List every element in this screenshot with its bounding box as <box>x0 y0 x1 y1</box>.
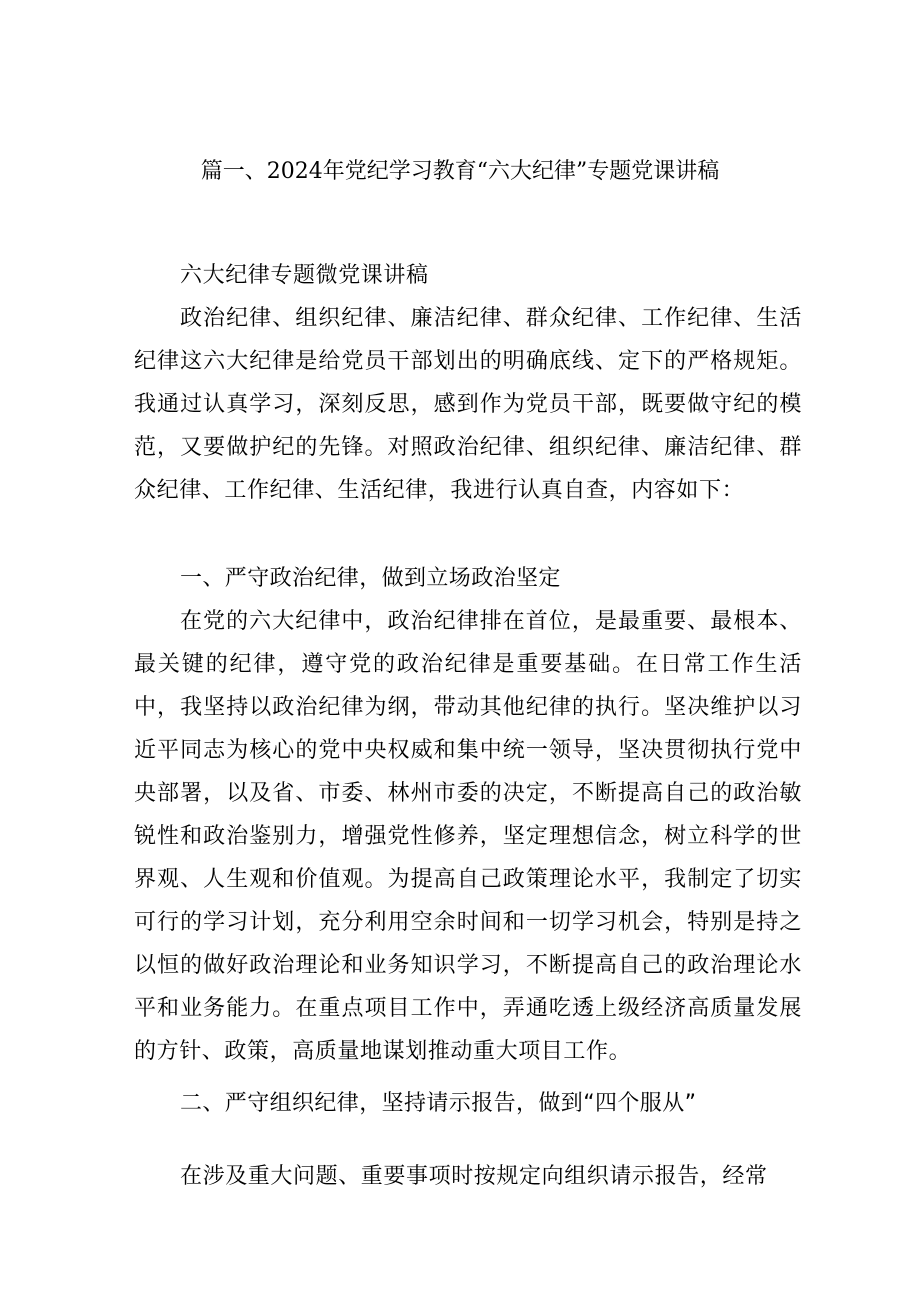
document-title: 篇一、2024年党纪学习教育“六大纪律”专题党课讲稿 <box>200 159 720 184</box>
paragraph-organizational-discipline: 在涉及重大问题、重要事项时按规定向组织请示报告，经常 <box>180 1164 768 1189</box>
section-heading-political-discipline: 一、严守政治纪律，做到立场政治坚定 <box>180 566 561 591</box>
paragraph-intro: 政治纪律、组织纪律、廉洁纪律、群众纪律、工作纪律、生活纪律这六大纪律是给党员干部划出的明确底线、定下的严格规矩。我通过认真学习，深刻反思，感到作为党员干部，既要做守纪的模范，又要做护纪的先锋。对照政治纪律、组织纪律、廉洁纪律、群众纪律、工作纪律、生活纪律，我进行认真自查，内容如下： <box>134 306 802 503</box>
section-heading-organizational-discipline: 二、严守组织纪律，坚持请示报告，做到“四个服从” <box>180 1091 697 1116</box>
document-subtitle: 六大纪律专题微党课讲稿 <box>180 263 429 288</box>
paragraph-political-discipline: 在党的六大纪律中，政治纪律排在首位，是最重要、最根本、最关键的纪律，遵守党的政治纪律是重要基础。在日常工作生活中，我坚持以政治纪律为纲，带动其他纪律的执行。坚决维护以习近平同志为核心的党中央权威和集中统一领导，坚决贯彻执行党中央部署，以及省、市委、林州市委的决定，不断提高自己的政治敏锐性和政治鉴别力，增强党性修养，坚定理想信念，树立科学的世界观、人生观和价值观。为提高自己政策理论水平，我制定了切实可行的学习计划，充分利用空余时间和一切学习机会，特别是持之以恒的做好政治理论和业务知识学习，不断提高自己的政治理论水平和业务能力。在重点项目工作中，弄通吃透上级经济高质量发展的方针、政策，高质量地谋划推动重大项目工作。 <box>134 609 802 1064</box>
